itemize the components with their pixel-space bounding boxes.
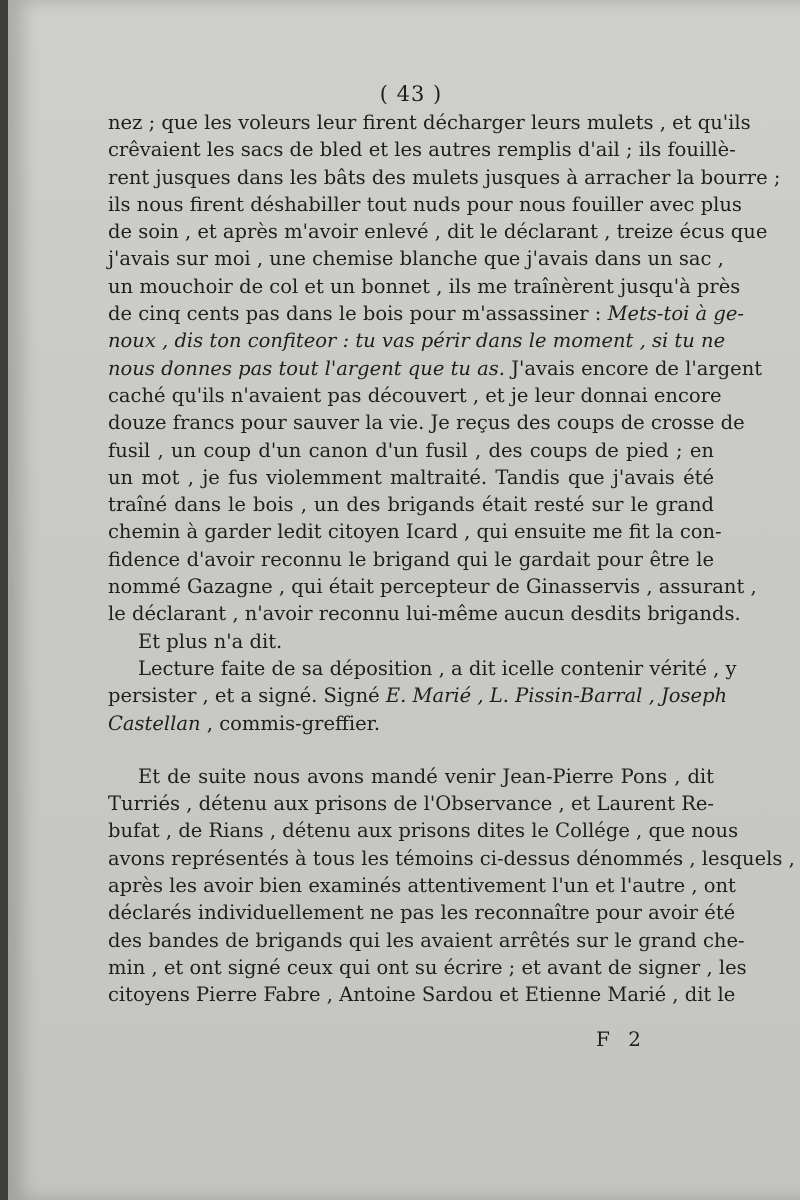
page-text-block [108, 82, 795, 1009]
text-line: douze francs pour sauver la vie. Je reçus des coups de crosse de [108, 411, 745, 435]
text-line: bufat , de Rians , détenu aux prisons dites le Collége , que nous [108, 819, 739, 843]
text-line: Et de suite nous avons mandé venir Jean-Pierre Pons , dit [138, 764, 714, 788]
text-line: nommé Gazagne , qui était percepteur de Ginasservis , assurant , [108, 575, 757, 599]
text-segment: de cinq cents pas dans le bois pour m'assassiner : [108, 302, 602, 326]
italic-quote: Mets-toi à ge- [607, 302, 744, 326]
text-line: crêvaient les sacs de bled et les autres remplis d'ail ; ils fouillè- [108, 138, 736, 162]
text-line: un mouchoir de col et un bonnet , ils me traînèrent jusqu'à près [108, 274, 741, 298]
book-page [8, 0, 800, 1200]
text-line-mixed [108, 355, 763, 382]
text-line: Et plus n'a dit. [138, 629, 283, 653]
text-line: traîné dans le bois , un des brigands était resté sur le grand [108, 493, 714, 517]
signature-mark: F 2 [596, 1027, 647, 1051]
text-line: de soin , et après m'avoir enlevé , dit le déclarant , treize écus que [108, 220, 768, 244]
text-line: nez ; que les voleurs leur firent décharger leurs mulets , et qu'ils [108, 111, 751, 134]
italic-quote: nous donnes pas tout l'argent que tu as. [108, 356, 505, 380]
text-line: chemin à garder ledit citoyen Icard , qui ensuite me fit la con- [108, 520, 722, 544]
text-line: rent jusques dans les bâts des mulets jusques à arracher la bourre ; [108, 165, 781, 189]
text-line: min , et ont signé ceux qui ont su écrire ; et avant de signer , les [108, 955, 747, 979]
text-line: un mot , je fus violemment maltraité. Tandis que j'avais été [108, 465, 714, 489]
text-line: après les avoir bien examinés attentivement l'un et l'autre , ont [108, 874, 736, 898]
signatory-name: Castellan [108, 711, 201, 735]
paragraph-confrontation [108, 763, 795, 1009]
signatory-names: E. Marié , L. Pissin-Barral , Joseph [385, 684, 728, 708]
text-line: ils nous firent déshabiller tout nuds pour nous fouiller avec plus [108, 192, 742, 216]
text-line: Lecture faite de sa déposition , a dit icelle contenir vérité , y [138, 656, 737, 680]
text-line: caché qu'ils n'avaient pas découvert , et je leur donnai encore [108, 383, 722, 407]
text-line: Turriés , détenu aux prisons de l'Observance , et Laurent Re- [108, 792, 714, 816]
text-line: déclarés individuellement ne pas les reconnaître pour avoir été [108, 901, 736, 925]
text-line-mixed [108, 300, 744, 327]
text-line: citoyens Pierre Fabre , Antoine Sardou et Etienne Marié , dit le [108, 983, 736, 1007]
paragraph-spacer [108, 737, 714, 763]
text-line-mixed [108, 682, 728, 709]
text-segment: , commis-greffier. [206, 711, 381, 735]
paragraph-reading [108, 655, 737, 737]
text-line: fidence d'avoir reconnu le brigand qui le gardait pour être le [108, 547, 714, 571]
text-line: j'avais sur moi , une chemise blanche que j'avais dans un sac , [108, 247, 724, 271]
italic-quote-line: noux , dis ton confiteor : tu vas périr dans le moment , si tu ne [108, 329, 726, 353]
text-line: des bandes de brigands qui les avaient arrêtés sur le grand che- [108, 928, 745, 952]
text-line: avons représentés à tous les témoins ci-dessus dénommés , lesquels , [108, 846, 795, 870]
paragraph-closing [108, 628, 714, 655]
text-line: le déclarant , n'avoir reconnu lui-même aucun desdits brigands. [108, 602, 741, 626]
text-line-mixed [108, 710, 714, 737]
text-segment: J'avais encore de l'argent [511, 356, 763, 380]
page-number: ( 43 ) [379, 82, 443, 106]
text-line: fusil , un coup d'un canon d'un fusil , des coups de pied ; en [108, 438, 714, 462]
text-segment: persister , et a signé. Signé [108, 684, 380, 708]
paragraph-deposition [108, 109, 781, 628]
